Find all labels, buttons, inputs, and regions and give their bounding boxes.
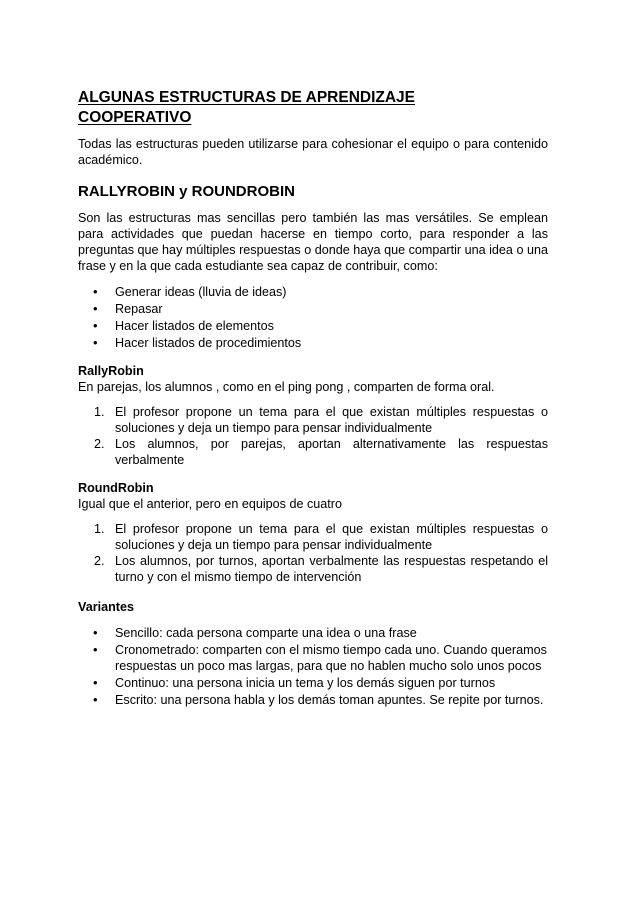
step-text: El profesor propone un tema para el que existan múltiples respuestas o soluciones y deja un tiempo para pensar individualmente <box>115 522 548 552</box>
list-item-text: Hacer listados de procedimientos <box>115 336 302 350</box>
bullet-icon: • <box>93 318 98 333</box>
uses-list <box>78 284 548 351</box>
list-item-text: Continuo: una persona inicia un tema y los demás siguen por turnos <box>115 676 496 690</box>
list-item-text: Hacer listados de elementos <box>115 319 274 333</box>
section-heading: RALLYROBIN y ROUNDROBIN <box>78 183 295 200</box>
bullet-icon: • <box>93 301 98 316</box>
list-item <box>93 335 548 351</box>
step-number: 1. <box>94 522 105 536</box>
list-item-text: Repasar <box>115 302 163 316</box>
list-item <box>93 692 548 708</box>
list-item-text: Cronometrado: comparten con el mismo tiempo cada uno. Cuando queramos respuestas un poco mas largas, para que no hablen mucho solo unos pocos <box>115 643 547 673</box>
list-item <box>94 521 548 553</box>
bullet-icon: • <box>93 642 98 657</box>
variantes-heading: Variantes <box>78 600 135 614</box>
step-number: 2. <box>94 437 105 451</box>
roundrobin-heading: RoundRobin <box>78 481 154 495</box>
variantes-list <box>78 625 548 708</box>
rallyrobin-steps <box>78 404 548 468</box>
intro-paragraph: Todas las estructuras pueden utilizarse para cohesionar el equipo o para contenido académico. <box>78 137 548 167</box>
document-page <box>78 88 548 709</box>
list-item <box>94 553 548 585</box>
list-item <box>93 318 548 334</box>
bullet-icon: • <box>93 675 98 690</box>
list-item-text: Generar ideas (lluvia de ideas) <box>115 285 287 299</box>
section-description: Son las estructuras mas sencillas pero también las mas versátiles. Se emplean para actividades que puedan hacerse en tiempo corto, para responder a las preguntas que hay múltiples respuestas o donde haya que compartir una idea o una frase y en la que cada estudiante sea capaz de contribuir, como: <box>78 211 548 273</box>
document-title: ALGUNAS ESTRUCTURAS DE APRENDIZAJE COOPERATIVO <box>78 89 416 126</box>
list-item <box>93 625 548 641</box>
list-item <box>93 284 548 300</box>
bullet-icon: • <box>93 284 98 299</box>
list-item <box>93 642 548 674</box>
bullet-icon: • <box>93 335 98 350</box>
rallyrobin-description: En parejas, los alumnos , como en el ping pong , comparten de forma oral. <box>78 380 495 394</box>
bullet-icon: • <box>93 625 98 640</box>
roundrobin-steps <box>78 521 548 585</box>
roundrobin-description: Igual que el anterior, pero en equipos de cuatro <box>78 497 342 511</box>
list-item-text: Sencillo: cada persona comparte una idea o una frase <box>115 626 417 640</box>
step-text: Los alumnos, por turnos, aportan verbalmente las respuestas respetando el turno y con el mismo tiempo de intervención <box>115 554 548 584</box>
step-number: 2. <box>94 554 105 568</box>
list-item-text: Escrito: una persona habla y los demás toman apuntes. Se repite por turnos. <box>115 693 544 707</box>
list-item <box>94 404 548 436</box>
list-item <box>94 436 548 468</box>
list-item <box>93 675 548 691</box>
bullet-icon: • <box>93 692 98 707</box>
rallyrobin-heading: RallyRobin <box>78 364 144 378</box>
list-item <box>93 301 548 317</box>
step-text: El profesor propone un tema para el que existan múltiples respuestas o soluciones y deja un tiempo para pensar individualmente <box>115 405 548 435</box>
step-number: 1. <box>94 405 105 419</box>
step-text: Los alumnos, por parejas, aportan alternativamente las respuestas verbalmente <box>115 437 548 467</box>
